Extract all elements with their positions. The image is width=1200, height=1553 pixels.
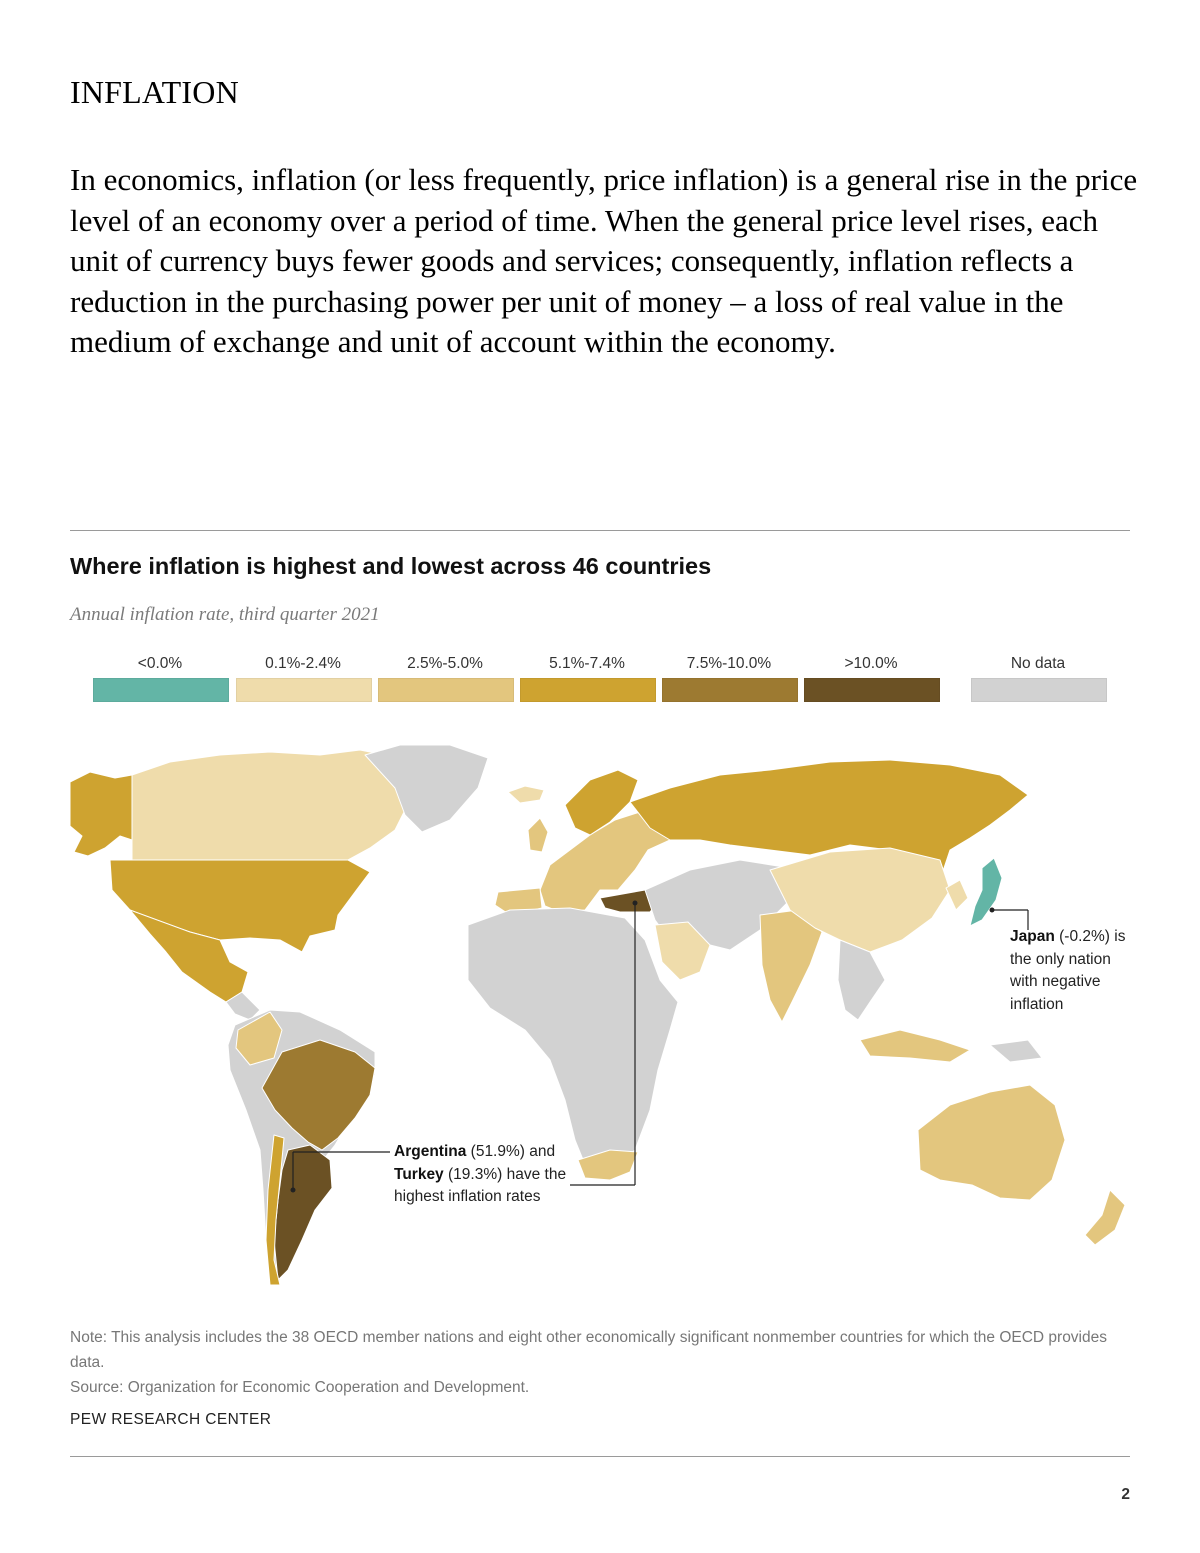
world-map bbox=[70, 740, 1132, 1300]
region-iceland bbox=[508, 786, 544, 803]
legend-label: 0.1%-2.4% bbox=[265, 655, 341, 672]
region-korea bbox=[946, 880, 968, 910]
legend-item-0-2 bbox=[235, 654, 371, 702]
argentina-annotation-value: (51.9%) bbox=[470, 1143, 525, 1160]
turkey-annotation-name: Turkey bbox=[394, 1165, 444, 1183]
argentina-turkey-annotation bbox=[394, 1141, 584, 1209]
region-southeast-asia bbox=[838, 940, 885, 1020]
document-heading: INFLATION bbox=[70, 74, 239, 110]
page-number: 2 bbox=[1121, 1486, 1130, 1503]
chart-title: Where inflation is highest and lowest across 46 countries bbox=[70, 553, 712, 579]
turkey-callout-dot bbox=[633, 901, 638, 906]
region-japan bbox=[970, 858, 1002, 926]
argentina-turkey-annotation-text: have the highest inflation rates bbox=[394, 1165, 567, 1205]
chart-source: Source: Organization for Economic Cooperation and Development. bbox=[70, 1379, 530, 1396]
legend-swatch bbox=[378, 678, 514, 702]
legend-swatch bbox=[804, 678, 940, 702]
japan-annotation-value: (-0.2%) bbox=[1059, 928, 1110, 945]
legend-item-5-7 bbox=[519, 654, 655, 702]
legend-item-7-10 bbox=[661, 654, 797, 702]
document-body-paragraph: In economics, inflation (or less frequently, price inflation) is a general rise in the price level of an economy over a period of time. When the general price level rises, each unit of currency buys fewer goods and services; consequently, inflation reflects a reduction in the purchasing power per unit of money – a loss of real value in the medium of exchange and unit of account within the economy. bbox=[70, 162, 1138, 359]
region-alaska bbox=[70, 772, 132, 856]
legend-item-over-10 bbox=[803, 654, 939, 702]
region-new-zealand bbox=[1085, 1190, 1125, 1245]
legend-label: 5.1%-7.4% bbox=[549, 655, 625, 672]
chart-notes bbox=[70, 1325, 1130, 1400]
annotation-conjunction: and bbox=[529, 1143, 556, 1160]
legend-swatch bbox=[971, 678, 1107, 702]
region-australia bbox=[918, 1085, 1065, 1200]
legend-swatch bbox=[520, 678, 656, 702]
chart-organization: PEW RESEARCH CENTER bbox=[70, 1411, 272, 1428]
legend-item-negative bbox=[92, 654, 228, 702]
legend-label: <0.0% bbox=[137, 655, 183, 672]
chart-note: Note: This analysis includes the 38 OECD member nations and eight other economically significant nonmember countries for which the OECD provides data. bbox=[70, 1329, 1107, 1371]
region-africa bbox=[468, 908, 678, 1172]
legend-swatch bbox=[236, 678, 372, 702]
japan-annotation-text: is the only nation with negative inflation bbox=[1010, 928, 1126, 1013]
legend-label: >10.0% bbox=[844, 655, 898, 672]
region-papua bbox=[990, 1040, 1042, 1062]
turkey-annotation-value: (19.3%) bbox=[448, 1165, 503, 1183]
japan-callout-dot bbox=[990, 908, 995, 913]
region-uk bbox=[528, 818, 548, 852]
chart-subtitle: Annual inflation rate, third quarter 2021 bbox=[70, 604, 380, 625]
argentina-callout-dot bbox=[291, 1188, 296, 1193]
japan-annotation-name: Japan bbox=[1010, 928, 1055, 945]
legend-item-no-data bbox=[970, 654, 1106, 702]
japan-annotation bbox=[1010, 926, 1140, 1016]
legend-swatch bbox=[93, 678, 229, 702]
chart-bottom-rule bbox=[70, 1456, 1130, 1457]
region-usa bbox=[110, 860, 370, 952]
region-indonesia bbox=[860, 1030, 970, 1062]
legend-label: 7.5%-10.0% bbox=[686, 655, 772, 672]
legend-label: No data bbox=[1010, 655, 1066, 672]
argentina-annotation-name: Argentina bbox=[394, 1143, 467, 1160]
chart-top-rule bbox=[70, 530, 1130, 531]
legend-swatch bbox=[662, 678, 798, 702]
legend-label: 2.5%-5.0% bbox=[407, 655, 483, 672]
legend-item-2-5 bbox=[377, 654, 513, 702]
